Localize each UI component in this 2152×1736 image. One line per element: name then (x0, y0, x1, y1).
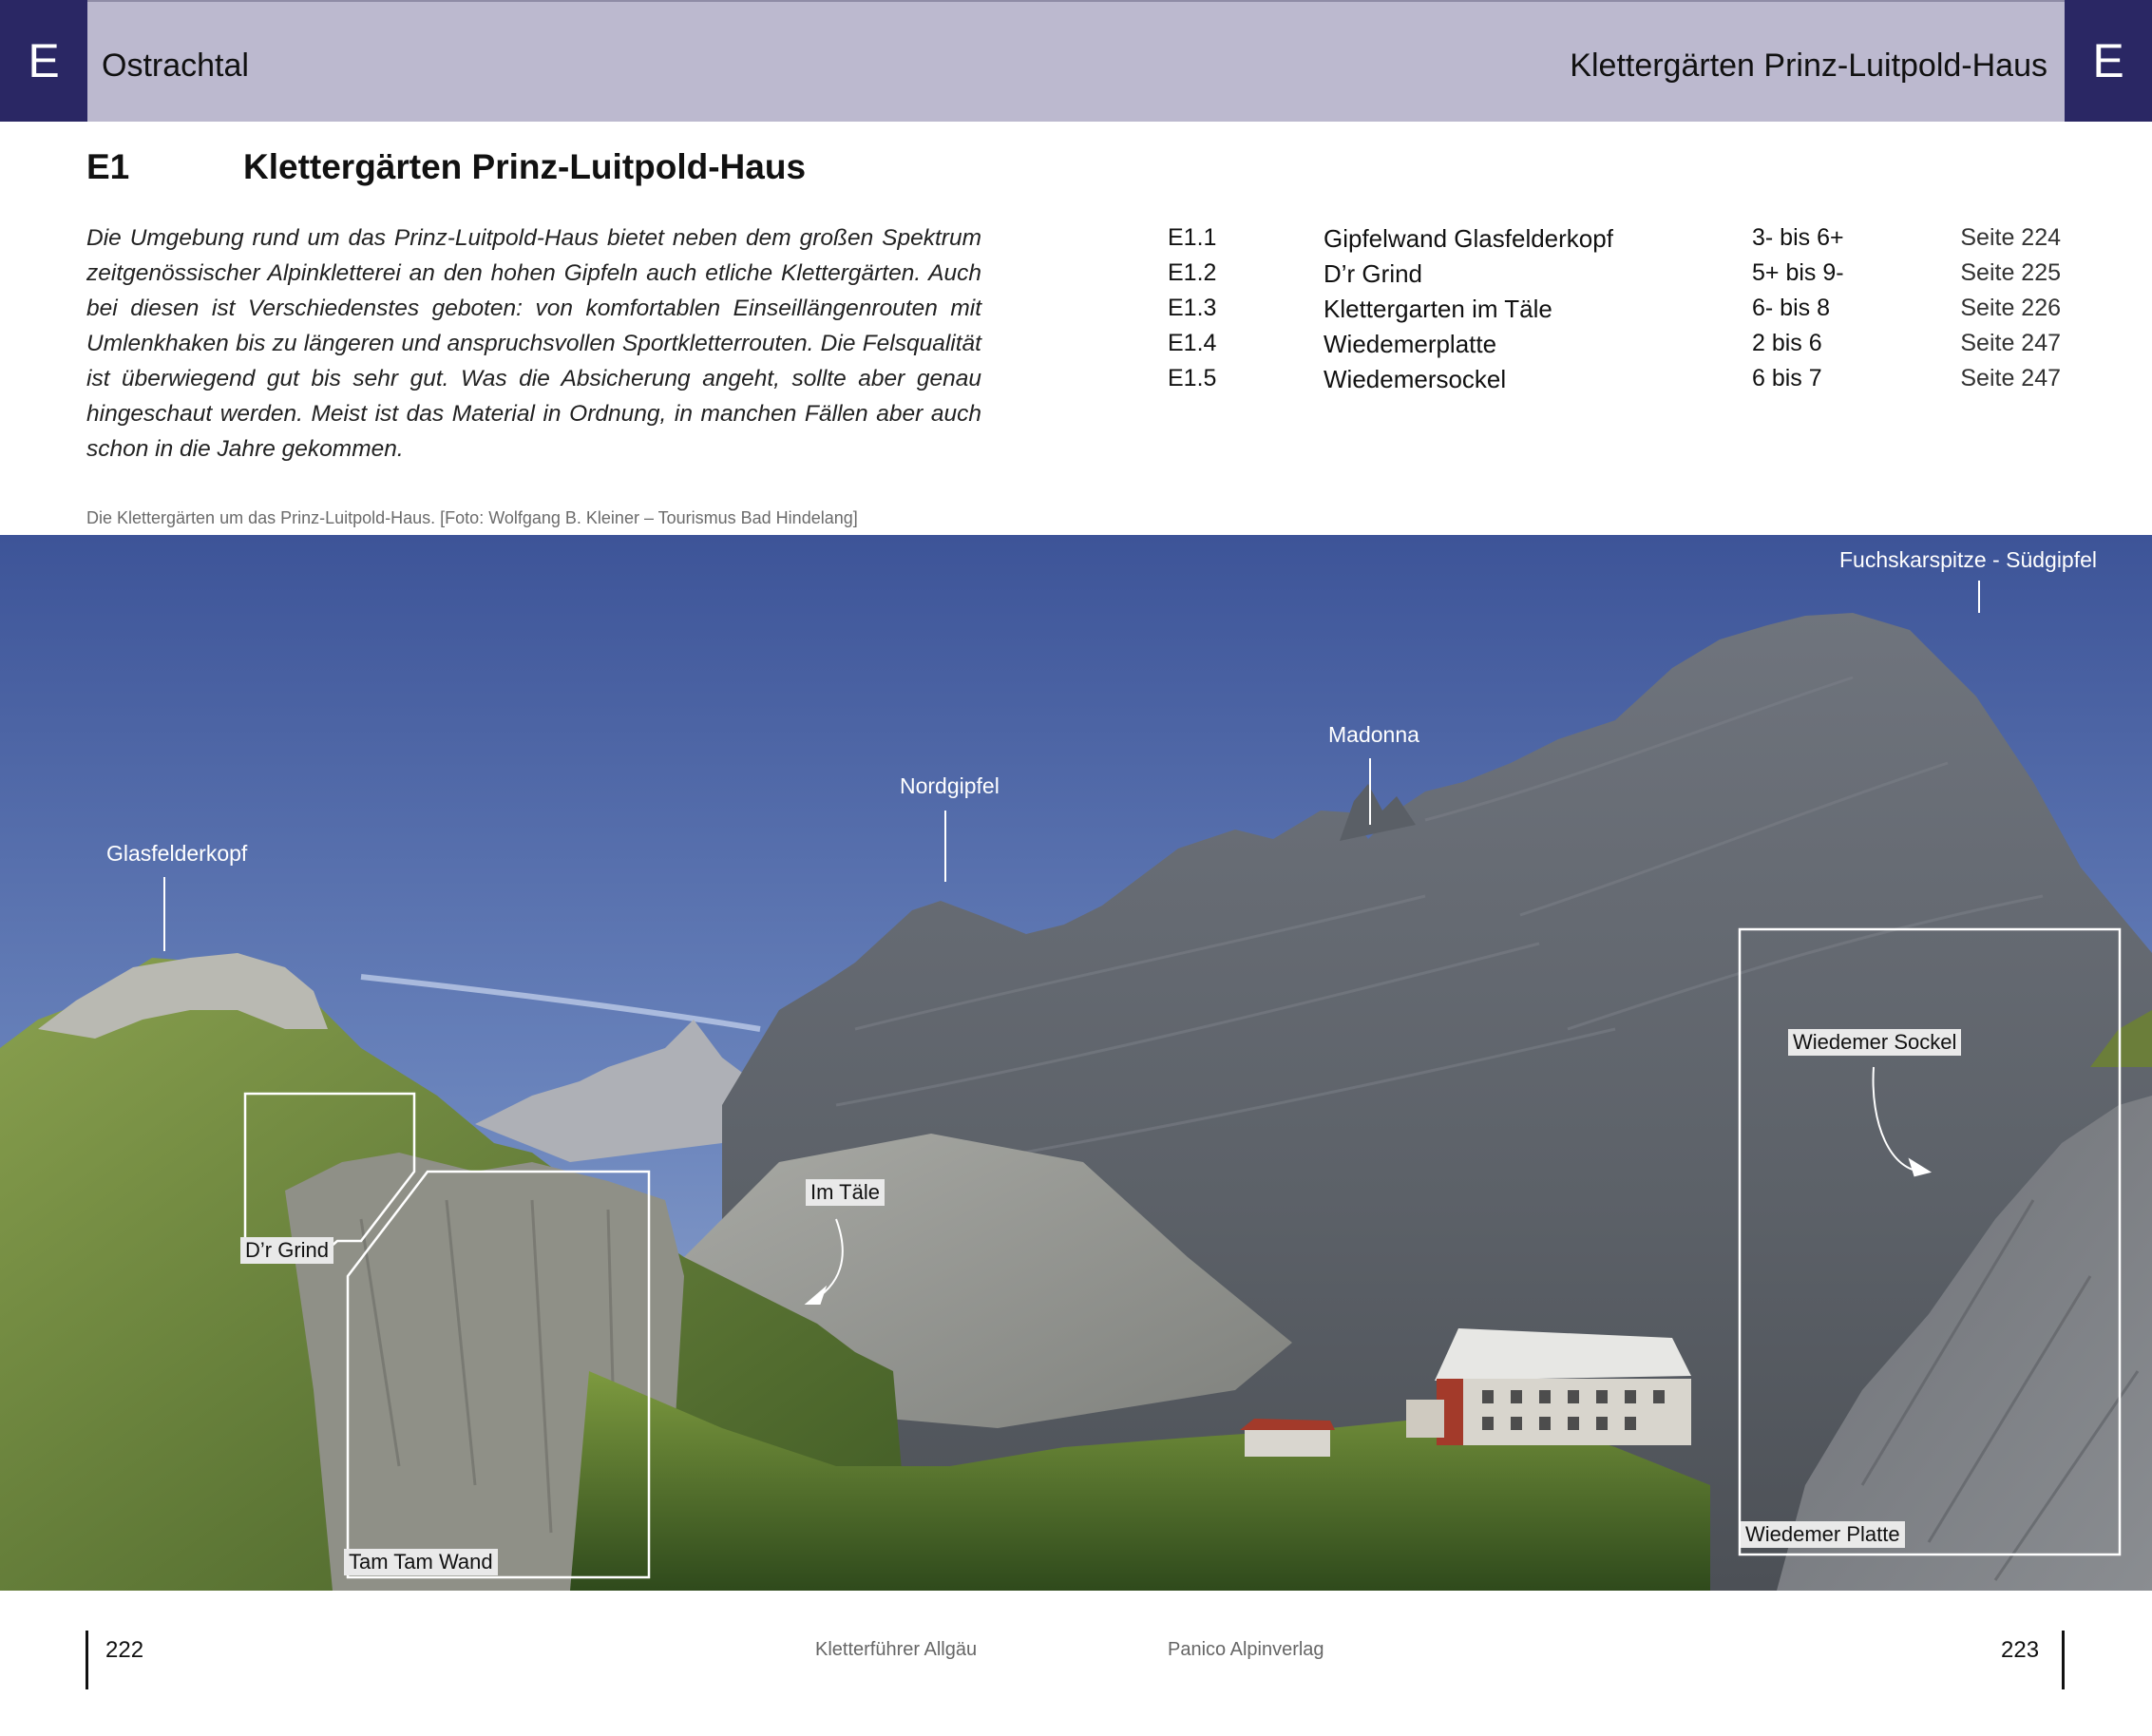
chapter-tab-left: E (0, 0, 87, 122)
footer-rule-right (2062, 1631, 2065, 1689)
page-number-left: 222 (105, 1637, 144, 1663)
header-chapter-title: Ostrachtal (102, 48, 249, 84)
route-page-ref: Seite 247 (1960, 330, 2061, 356)
peak-label-madonna: Madonna (1328, 722, 1419, 747)
section-number: E1 (86, 147, 130, 186)
crag-label-dr-grind: D’r Grind (240, 1237, 333, 1264)
crag-label-wiedemer-platte: Wiedemer Platte (1741, 1521, 1905, 1548)
footer-book-title: Kletterführer Allgäu (815, 1639, 978, 1660)
peak-label-fuchskarspitze: Fuchskarspitze - Südgipfel (1839, 547, 2098, 572)
peak-label-nordgipfel: Nordgipfel (900, 773, 1000, 798)
header-top-rule (0, 0, 2152, 2)
route-page-ref: Seite 247 (1960, 365, 2061, 391)
crag-label-tam-tam-wand: Tam Tam Wand (344, 1549, 498, 1575)
route-row (1168, 365, 2061, 399)
route-id: E1.4 (1168, 330, 1217, 356)
route-row (1168, 224, 2061, 258)
route-name: Gipfelwand Glasfelderkopf (1324, 224, 1613, 253)
route-grade: 5+ bis 9- (1752, 259, 1844, 286)
footer-rule-left (86, 1631, 88, 1689)
route-page-ref: Seite 225 (1960, 259, 2061, 286)
route-row (1168, 259, 2061, 294)
crag-label-wiedemer-sockel: Wiedemer Sockel (1788, 1029, 1961, 1056)
mountain-illustration (0, 535, 2152, 1591)
crag-label-im-taele: Im Täle (806, 1179, 885, 1206)
route-page-ref: Seite 226 (1960, 295, 2061, 321)
route-id: E1.5 (1168, 365, 1217, 391)
route-id: E1.3 (1168, 295, 1217, 321)
page-number-right: 223 (2001, 1637, 2040, 1663)
route-grade: 6- bis 8 (1752, 295, 1830, 321)
topo-photo (0, 535, 2152, 1591)
route-name: Wiedemerplatte (1324, 330, 1497, 358)
header-section-title: Klettergärten Prinz-Luitpold-Haus (1570, 48, 2047, 84)
footer-publisher: Panico Alpinverlag (1168, 1639, 1324, 1660)
route-name: Wiedemersockel (1324, 365, 1507, 393)
intro-paragraph: Die Umgebung rund um das Prinz-Luitpold-Haus bietet neben dem großen Spektrum zeitgenössischer Alpinkletterei an den hohen Gipfeln auch etliche Klettergärten. Auch bei diesen ist Verschiedenstes geboten: von komfortablen Einseillängenrouten mit Umlenkhaken bis zu längeren und anspruchsvollen Sportkletterrouten. Die Felsqualität ist überwiegend gut bis sehr gut. Was die Absicherung angeht, sollte aber genau hingeschaut werden. Meist ist das Material in Ordnung, in manchen Fällen aber auch schon in die Jahre gekommen. (86, 225, 981, 462)
route-row (1168, 295, 2061, 329)
route-name: D’r Grind (1324, 259, 1423, 288)
route-id: E1.2 (1168, 259, 1217, 286)
route-name: Klettergarten im Täle (1324, 295, 1552, 323)
route-page-ref: Seite 224 (1960, 224, 2061, 251)
photo-caption: Die Klettergärten um das Prinz-Luitpold-Haus. [Foto: Wolfgang B. Kleiner – Tourismus Bad Hindelang] (86, 508, 858, 527)
chapter-tab-right: E (2065, 0, 2152, 122)
section-title: Klettergärten Prinz-Luitpold-Haus (243, 147, 807, 186)
route-grade: 2 bis 6 (1752, 330, 1822, 356)
route-grade: 3- bis 6+ (1752, 224, 1844, 251)
route-id: E1.1 (1168, 224, 1217, 251)
peak-label-glasfelderkopf: Glasfelderkopf (106, 841, 248, 866)
route-row (1168, 330, 2061, 364)
route-grade: 6 bis 7 (1752, 365, 1822, 391)
